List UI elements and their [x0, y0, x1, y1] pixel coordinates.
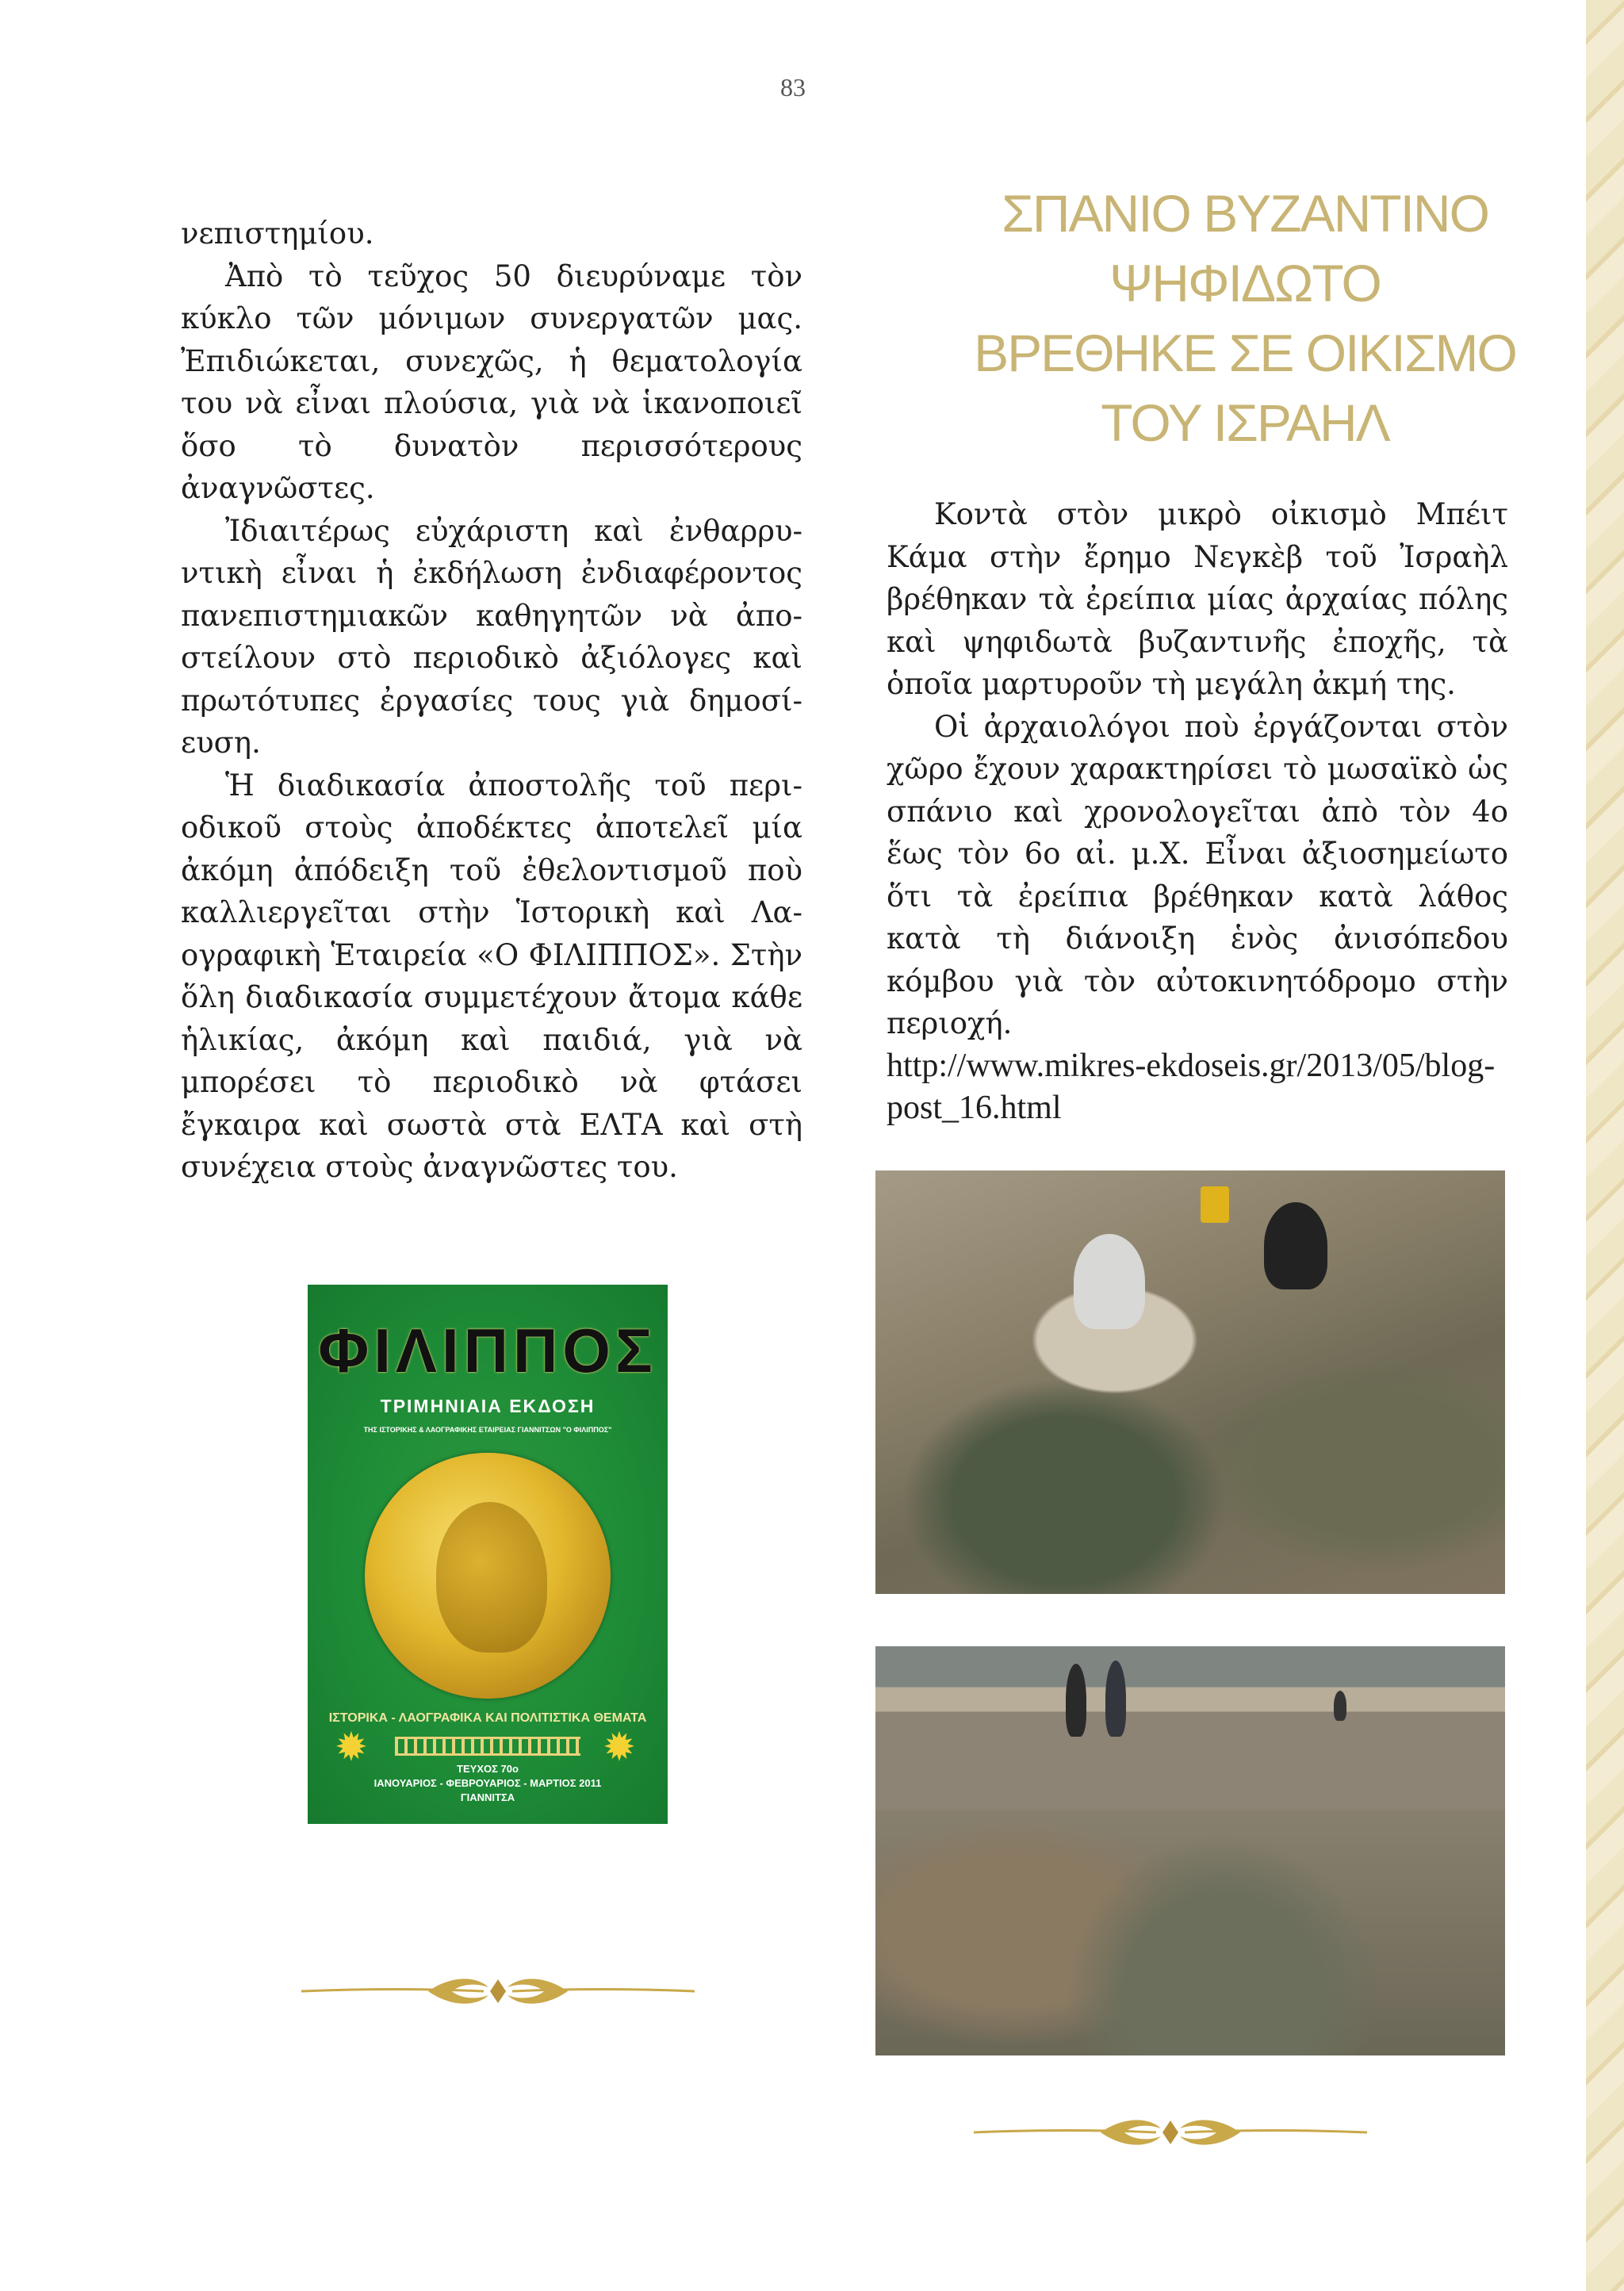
cover-issue-months: ΙΑΝΟΥΑΡΙΟΣ - ΦΕΒΡΟΥΑΡΙΟΣ - ΜΑΡΤΙΟΣ 2011 [373, 1777, 602, 1789]
article-title-line: ΤΟΥ ΙΣΡΑΗΛ [1101, 393, 1389, 452]
jerrycan-object [1201, 1186, 1229, 1223]
cover-issue-city: ΓΙΑΝΝΙΤΣΑ [460, 1791, 515, 1803]
article-body [887, 493, 1508, 1130]
meander-pattern [395, 1737, 580, 1756]
worker-figure [1264, 1202, 1327, 1289]
paragraph: Ἀπὸ τὸ τεῦχος 50 διευρύναμε τὸν κύκλο τῶν μόνιμων συνεργατῶν μας. Ἐπιδιώκεται, συνεχῶς, ἡ θεματολογία του νὰ εἶναι πλούσια, γιὰ νὰ ἱκανοποιεῖ ὅσο τὸ δυνατὸν περισσότερους ἀναγνῶστες. [181, 259, 802, 505]
worker-figure [1074, 1234, 1145, 1329]
standing-figure [1105, 1661, 1126, 1737]
magazine-cover-image [308, 1285, 668, 1824]
standing-figure [1334, 1691, 1346, 1721]
coin-head-relief [436, 1502, 547, 1653]
paragraph: νεπιστημίου. [181, 216, 374, 251]
cover-subline: ΤΗΣ ΙΣΤΟΡΙΚΗΣ & ΛΑΟΓΡΑΦΙΚΗΣ ΕΤΑΙΡΕΙΑΣ ΓΙΑΝΝΙΤΣΩΝ "Ο ΦΙΛΙΠΠΟΣ" [363, 1426, 612, 1434]
cover-subtitle: ΤΡΙΜΗΝΙΑΙΑ ΕΚΔΟΣΗ [380, 1396, 596, 1416]
page-number: 83 [780, 73, 806, 102]
paragraph: Ἡ διαδικασία ἀποστολῆς τοῦ περιοδικοῦ στοὺς ἀποδέκτες ἀποτελεῖ μία ἀκόμη ἀπόδειξη τοῦ ἐθελοντισμοῦ ποὺ καλλιεργεῖται στὴν Ἱστορικὴ καὶ Λαογραφικὴ Ἑταιρεία «Ο ΦΙΛΙΠΠΟΣ». Στὴν ὅλη διαδικασία συμμετέχουν ἄτομα κάθε ἡλικίας, ἀκόμη καὶ παιδιά, γιὰ νὰ μπορέσει τὸ περιοδικὸ νὰ φτάσει ἔγκαιρα καὶ σωστὰ στὰ ΕΛΤΑ καὶ στὴ συνέχεια στοὺς ἀναγνῶστες του. [181, 768, 802, 1184]
vergina-sun-icon: ✹ [335, 1725, 368, 1769]
paragraph: Κοντὰ στὸν μικρὸ οἰκισμὸ Μπέιτ Κάμα στὴν ἔρημο Νεγκὲβ τοῦ Ἰσραὴλ βρέθηκαν τὰ ἐρείπια μίας ἀρχαίας πόλης καὶ ψηφιδωτὰ βυζαντινῆς ἐποχῆς, τὰ ὁποῖα μαρτυροῦν τὴ μεγάλη ἀκμή της. [887, 497, 1508, 701]
ornament-divider-icon [301, 1971, 695, 2011]
excavation-site-photo [875, 1646, 1505, 2055]
gold-coin-portrait [365, 1453, 611, 1699]
article-title-line: ΨΗΦΙΔΩΤΟ [1109, 254, 1381, 312]
mosaic-excavation-photo [875, 1170, 1505, 1594]
cover-title: ΦΙΛΙΠΠΟΣ [318, 1316, 657, 1385]
vergina-sun-icon: ✹ [603, 1725, 636, 1769]
cover-themes: ΙΣΤΟΡΙΚΑ - ΛΑΟΓΡΑΦΙΚΑ ΚΑΙ ΠΟΛΙΤΙΣΤΙΚΑ ΘΕΜΑΤΑ [328, 1711, 647, 1725]
cover-issue-info [308, 1762, 668, 1805]
ornament-divider-icon [974, 2113, 1367, 2152]
paragraph: Ἰδιαιτέρως εὐχάριστη καὶ ἐνθαρρυντικὴ εἶναι ἡ ἐκδήλωση ἐνδιαφέροντος πανεπιστημιακῶν καθηγητῶν νὰ ἀποστείλουν στὸ περιοδικὸ ἀξιόλογες καὶ πρωτότυπες ἐργασίες τους γιὰ δημοσίευση. [181, 513, 802, 760]
source-link[interactable]: http://www.mikres-ekdoseis.gr/2013/05/blog-post_16.html [887, 1047, 1496, 1126]
article-title-line: ΣΠΑΝΙΟ ΒΥΖΑΝΤΙΝΟ [1002, 184, 1488, 243]
left-column-text [181, 213, 802, 1189]
article-title-line: ΒΡΕΘΗΚΕ ΣΕ ΟΙΚΙΣΜΟ [974, 324, 1516, 382]
article-title [887, 178, 1603, 458]
standing-figure [1066, 1664, 1086, 1737]
paragraph: Οἱ ἀρχαιολόγοι ποὺ ἐργάζονται στὸν χῶρο ἔχουν χαρακτηρίσει τὸ μωσαϊκὸ ὡς σπάνιο καὶ χρονολογεῖται ἀπὸ τὸν 4ο ἕως τὸν 6ο αἰ. μ.Χ. Εἶναι ἀξιοσημείωτο ὅτι τὰ ἐρείπια βρέθηκαν κατὰ λάθος κατὰ τὴ διάνοιξη ἑνὸς ἀνισόπεδου κόμβου γιὰ τὸν αὐτοκινητόδρομο στὴν περιοχή. [887, 709, 1508, 1040]
cover-issue-number: ΤΕΥΧΟΣ 70ο [457, 1763, 519, 1775]
